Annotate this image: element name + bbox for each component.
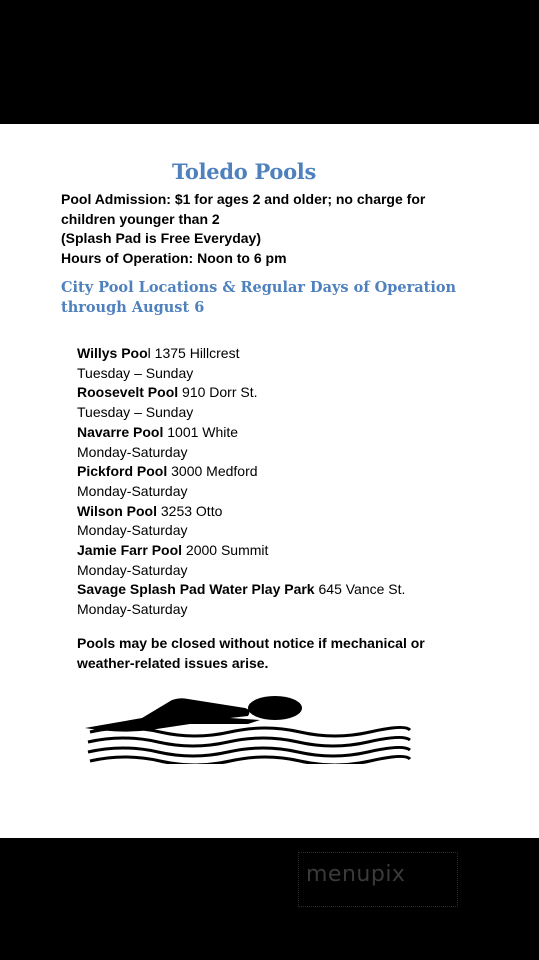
pool-entry bbox=[77, 344, 497, 364]
admission-info bbox=[61, 190, 481, 268]
watermark-logo: menupix bbox=[306, 862, 406, 887]
pool-entry bbox=[77, 541, 497, 561]
pool-entry bbox=[77, 423, 497, 443]
pool-address: l 1375 Hillcrest bbox=[147, 345, 240, 361]
pool-name: Navarre Pool bbox=[77, 423, 164, 440]
locations-heading bbox=[61, 278, 481, 318]
pool-list bbox=[77, 344, 497, 620]
closure-notice-line: Pools may be closed without notice if mechanical or bbox=[77, 635, 425, 651]
admission-line: children younger than 2 bbox=[61, 210, 220, 227]
pool-address: 3253 Otto bbox=[156, 502, 223, 519]
pool-entry bbox=[77, 383, 497, 403]
pool-days: Monday-Saturday bbox=[77, 482, 188, 499]
closure-notice bbox=[77, 633, 497, 673]
pool-name: Jamie Farr Pool bbox=[77, 542, 183, 559]
pool-name: Roosevelt Pool bbox=[77, 384, 179, 401]
locations-heading-line: City Pool Locations & Regular Days of Operation bbox=[61, 279, 457, 296]
pool-days: Tuesday – Sunday bbox=[77, 404, 194, 421]
admission-line: Pool Admission: $1 for ages 2 and older; no charge for bbox=[61, 191, 426, 207]
pool-entry bbox=[77, 580, 497, 600]
pool-address: 2000 Summit bbox=[182, 542, 269, 559]
splash-pad-note: (Splash Pad is Free Everyday) bbox=[61, 230, 261, 246]
page-title: Toledo Pools bbox=[171, 159, 316, 184]
pool-name: Savage Splash Pad Water Play Park bbox=[77, 581, 315, 598]
pool-address: 910 Dorr St. bbox=[178, 384, 258, 401]
hours-of-operation: Hours of Operation: Noon to 6 pm bbox=[61, 249, 287, 266]
pool-name: Pickford Pool bbox=[77, 463, 168, 480]
pool-address: 1001 White bbox=[163, 423, 239, 440]
document-page bbox=[0, 124, 539, 838]
pool-days: Monday-Saturday bbox=[77, 601, 188, 618]
pool-entry bbox=[77, 462, 497, 482]
closure-notice-line: weather-related issues arise. bbox=[77, 655, 269, 671]
pool-days: Monday-Saturday bbox=[77, 561, 188, 578]
pool-address: 3000 Medford bbox=[167, 463, 258, 480]
menupix-watermark bbox=[298, 852, 458, 907]
swimmer-icon bbox=[80, 694, 415, 764]
locations-heading-line: through August 6 bbox=[61, 299, 205, 316]
pool-entry bbox=[77, 502, 497, 522]
pool-days: Monday-Saturday bbox=[77, 443, 188, 460]
pool-days: Tuesday – Sunday bbox=[77, 364, 194, 381]
pool-name: Willys Poo bbox=[77, 345, 148, 361]
pool-address: 645 Vance St. bbox=[314, 581, 406, 598]
pool-name: Wilson Pool bbox=[77, 502, 157, 519]
pool-days: Monday-Saturday bbox=[77, 522, 188, 539]
